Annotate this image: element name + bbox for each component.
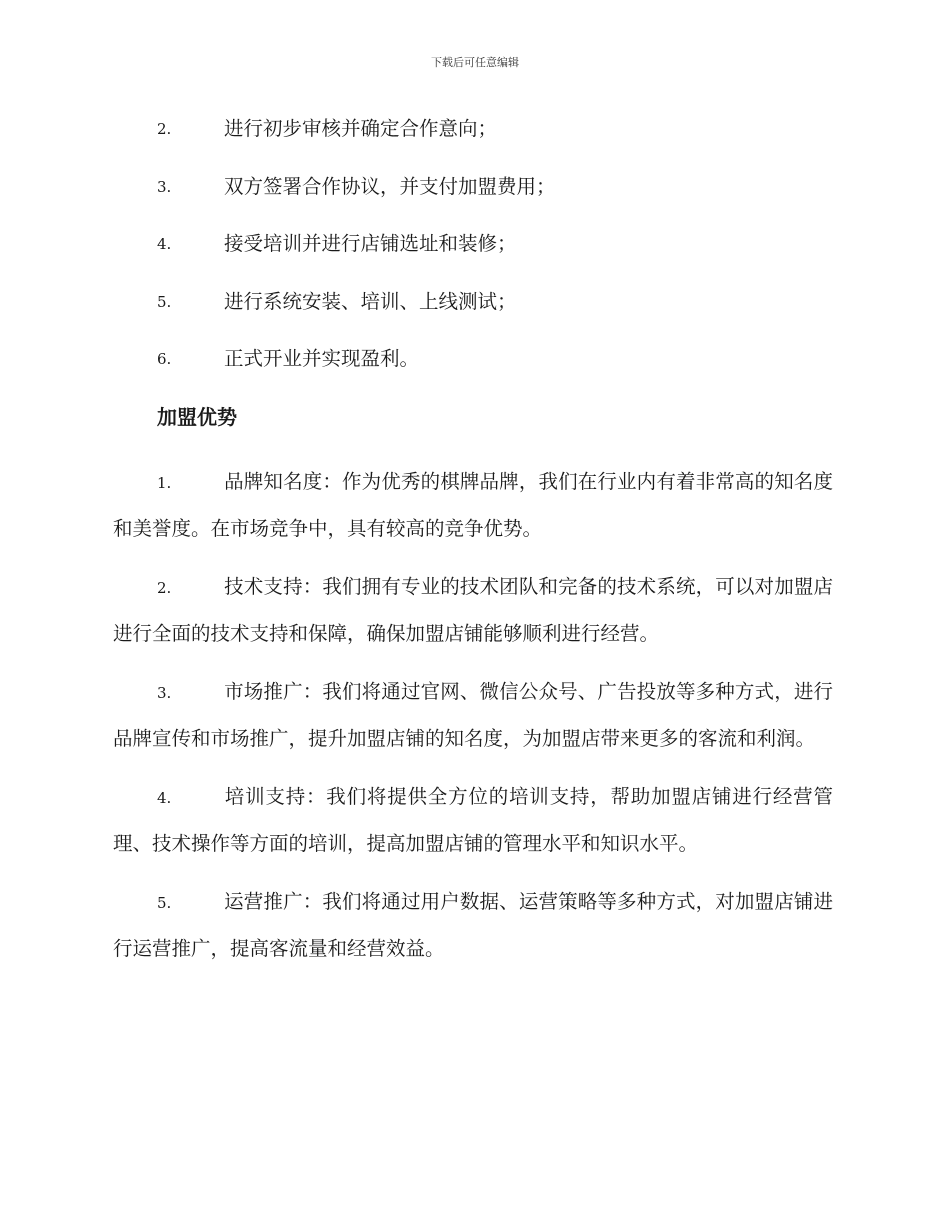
advantage-item <box>113 564 833 657</box>
advantage-number: 5. <box>157 893 172 912</box>
advantage-text: 市场推广：我们将通过官网、微信公众号、广告投放等多种方式，进行品牌宣传和市场推广，提升加盟店铺的知名度，为加盟店带来更多的客流和利润。 <box>113 679 833 750</box>
step-text: 双方签署合作协议，并支付加盟费用； <box>224 174 556 198</box>
step-number: 2. <box>157 120 172 138</box>
advantage-text: 运营推广：我们将通过用户数据、运营策略等多种方式，对加盟店铺进行运营推广，提高客流量和经营效益。 <box>113 889 833 960</box>
step-text: 进行系统安装、培训、上线测试； <box>224 289 517 313</box>
step-number: 6. <box>157 350 172 368</box>
advantage-item <box>113 669 833 762</box>
advantage-item <box>113 774 833 867</box>
process-step <box>113 172 833 230</box>
document-body <box>113 114 833 984</box>
step-number: 5. <box>157 292 172 311</box>
advantage-number: 2. <box>157 578 172 597</box>
step-number: 3. <box>157 177 172 196</box>
advantage-text: 品牌知名度：作为优秀的棋牌品牌，我们在行业内有着非常高的知名度和美誉度。在市场竞争中，具有较高的竞争优势。 <box>113 469 833 540</box>
process-step <box>113 229 833 287</box>
advantage-number: 3. <box>157 683 172 702</box>
page-header: 下载后可任意编辑 <box>431 56 519 69</box>
advantage-list <box>113 459 833 972</box>
advantage-item <box>113 459 833 552</box>
process-step <box>113 344 833 402</box>
step-text: 正式开业并实现盈利。 <box>224 347 420 370</box>
step-number: 4. <box>157 235 172 253</box>
advantage-number: 1. <box>157 473 172 492</box>
advantage-item <box>113 879 833 972</box>
step-text: 接受培训并进行店铺选址和装修； <box>224 232 517 255</box>
step-text: 进行初步审核并确定合作意向； <box>224 117 498 140</box>
advantage-number: 4. <box>157 788 172 807</box>
process-step-list <box>113 114 833 402</box>
advantage-text: 技术支持：我们拥有专业的技术团队和完备的技术系统，可以对加盟店进行全面的技术支持和保障，确保加盟店铺能够顺利进行经营。 <box>113 574 833 645</box>
process-step <box>113 287 833 345</box>
advantage-text: 培训支持：我们将提供全方位的培训支持，帮助加盟店铺进行经营管理、技术操作等方面的培训，提高加盟店铺的管理水平和知识水平。 <box>113 784 833 855</box>
section-title-advantages: 加盟优势 <box>157 404 237 429</box>
process-step <box>113 114 833 172</box>
